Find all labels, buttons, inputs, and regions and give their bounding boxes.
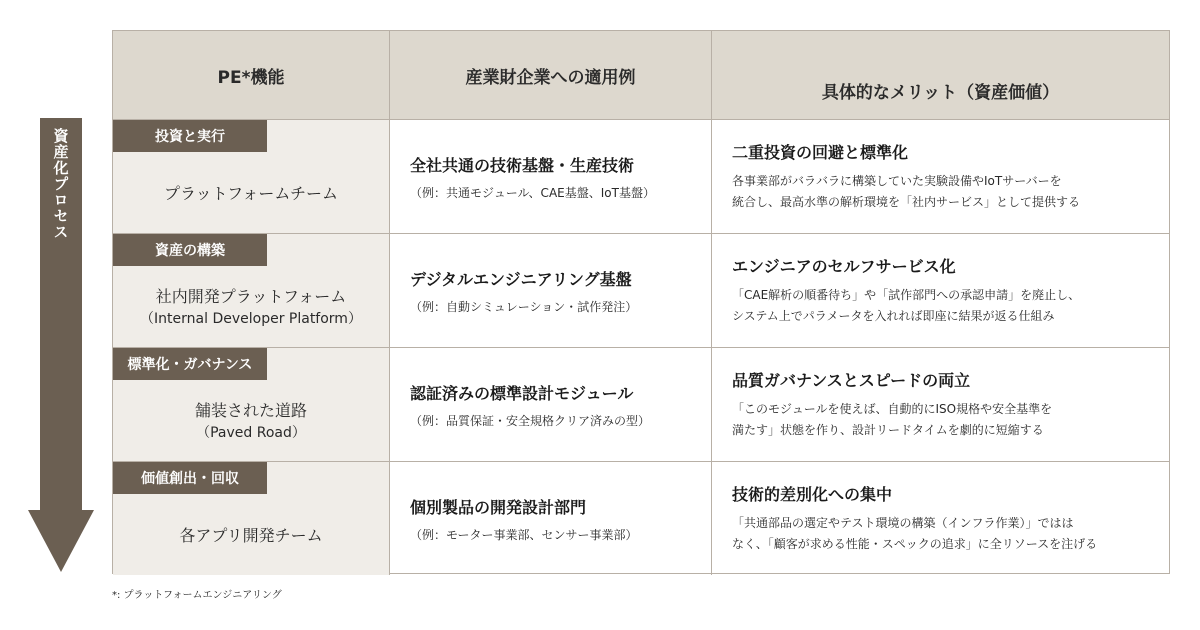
merit-line: 「このモジュールを使えば、自動的にISO規格や安全基準を: [732, 402, 1053, 416]
merit-line: 満たす」状態を作り、設計リードタイムを劇的に短縮する: [732, 423, 1044, 437]
team-name: [113, 268, 389, 347]
application-cell: [389, 462, 711, 575]
merit-title: 技術的差別化への集中: [732, 485, 893, 504]
team-name: [113, 382, 389, 461]
merit-line: 「共通部品の選定やテスト環境の構築（インフラ作業）」ではは: [732, 516, 1074, 530]
pe-function-cell: [113, 348, 389, 461]
process-arrow: [28, 118, 94, 580]
table-row: [113, 461, 1169, 575]
example-detail: （例：自動シミュレーション・試作発注）: [410, 299, 638, 314]
team-label: 各アプリ開発チーム: [179, 525, 323, 545]
team-label: 社内開発プラットフォーム: [155, 287, 347, 306]
team-name: [113, 496, 389, 575]
table-row: [113, 233, 1169, 347]
example-detail: （例：共通モジュール、CAE基盤、IoT基盤）: [410, 185, 655, 200]
team-sublabel: （Internal Developer Platform）: [140, 311, 362, 327]
example-detail: （例：モーター事業部、センサー事業部）: [410, 527, 638, 542]
table-row: [113, 347, 1169, 461]
header-application-example: 産業財企業への適用例: [389, 31, 711, 119]
header-pe-function: PE*機能: [113, 31, 389, 119]
team-label: 舗装された道路: [194, 401, 307, 420]
footnote: *: プラットフォームエンジニアリング: [112, 590, 282, 601]
merit-cell: [711, 234, 1169, 347]
application-cell: [389, 120, 711, 233]
merit-description: [732, 513, 1157, 555]
example-title: 個別製品の開発設計部門: [410, 497, 587, 517]
merit-line: 「CAE解析の順番待ち」や「試作部門への承認申請」を廃止し、: [732, 288, 1081, 302]
pe-function-cell: [113, 462, 389, 575]
team-label: プラットフォームチーム: [163, 183, 339, 203]
example-detail: （例：品質保証・安全規格クリア済みの型）: [410, 413, 651, 428]
example-title: 全社共通の技術基盤・生産技術: [410, 155, 635, 175]
application-cell: [389, 234, 711, 347]
stage-tag: 資産の構築: [113, 234, 267, 266]
merit-title: 品質ガバナンスとスピードの両立: [732, 371, 971, 390]
table-row: [113, 119, 1169, 233]
pe-function-cell: [113, 234, 389, 347]
merit-cell: [711, 120, 1169, 233]
application-cell: [389, 348, 711, 461]
merit-title: エンジニアのセルフサービス化: [732, 257, 956, 276]
example-title: デジタルエンジニアリング基盤: [410, 269, 632, 289]
stage-tag: 投資と実行: [113, 120, 267, 152]
merit-description: [732, 171, 1157, 213]
pe-function-cell: [113, 120, 389, 233]
merit-title: 二重投資の回避と標準化: [732, 143, 909, 162]
arrow-label: 資産化プロセス: [51, 128, 70, 240]
header-merit: 具体的なメリット（資産価値）: [711, 31, 1169, 119]
arrow-down-icon: [28, 510, 94, 572]
merit-cell: [711, 348, 1169, 461]
merit-line: 各事業部がバラバラに構築していた実験設備やIoTサーバーを: [732, 174, 1062, 188]
stage-tag: 価値創出・回収: [113, 462, 267, 494]
merit-description: [732, 285, 1157, 327]
stage-tag: 標準化・ガバナンス: [113, 348, 267, 380]
team-name: [113, 154, 389, 233]
merit-description: [732, 399, 1157, 441]
example-title: 認証済みの標準設計モジュール: [410, 383, 634, 403]
team-sublabel: （Paved Road）: [196, 425, 306, 441]
merit-line: 統合し、最高水準の解析環境を「社内サービス」として提供する: [732, 195, 1081, 209]
merit-line: システム上でパラメータを入れれば即座に結果が返る仕組み: [732, 309, 1055, 323]
pe-function-table: [112, 30, 1170, 574]
merit-cell: [711, 462, 1169, 575]
merit-line: なく、「顧客が求める性能・スペックの追求」に全リソースを注げる: [732, 537, 1098, 551]
